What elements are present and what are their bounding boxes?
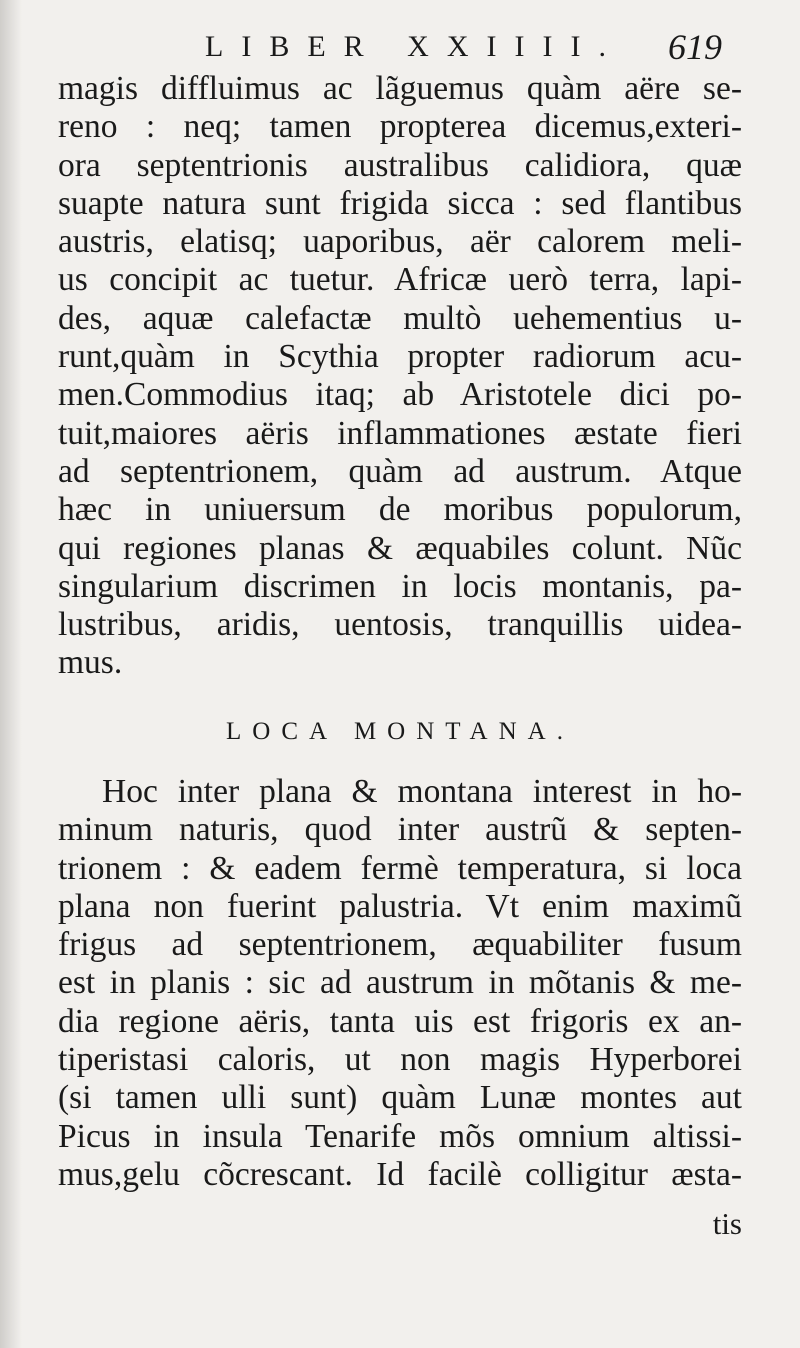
text-line: qui regiones planas & æquabiles colunt. Nũc (58, 529, 742, 567)
text-line: tiperistasi caloris, ut non magis Hyperborei (58, 1041, 742, 1079)
text-line: frigus ad septentrionem, æquabiliter fusum (58, 926, 742, 964)
page-number: 619 (668, 27, 722, 67)
text-line: dia regione aëris, tanta uis est frigoris ex an- (58, 1002, 742, 1040)
running-head: LIBER XXIIII. (205, 30, 624, 63)
text-line: minum naturis, quod inter austrũ & septen- (58, 811, 742, 849)
text-line: mus. (58, 644, 123, 682)
text-line: plana non fuerint palustria. Vt enim maximũ (58, 887, 742, 925)
text-line: men.Commodius itaq; ab Aristotele dici po- (58, 376, 742, 414)
text-line: singularium discrimen in locis montanis, pa- (58, 567, 742, 605)
text-line: us concipit ac tuetur. Africæ uerò terra, lapi- (58, 261, 742, 299)
text-line: suapte natura sunt frigida sicca : sed flantibus (58, 184, 742, 222)
catchword: tis (712, 1206, 742, 1241)
text-line: runt,quàm in Scythia propter radiorum acu- (58, 338, 742, 376)
text-line: des, aquæ calefactæ multò uehementius u- (58, 299, 742, 337)
text-line: ora septentrionis australibus calidiora, quæ (58, 146, 742, 184)
text-line: mus,gelu cõcrescant. Id facilè colligitur æsta- (58, 1155, 742, 1193)
paragraph-1 (58, 70, 742, 683)
page-header (0, 26, 800, 70)
text-line: Picus in insula Tenarife mõs omnium altissi- (58, 1117, 742, 1155)
text-line: Hoc inter plana & montana interest in ho- (102, 773, 742, 810)
page-edge-shadow (0, 0, 22, 1348)
text-line: tuit,maiores aëris inflammationes æstate fieri (58, 414, 742, 452)
section-heading: LOCA MONTANA. (226, 718, 574, 745)
text-line: hæc in uniuersum de moribus populorum, (58, 491, 742, 529)
text-line: austris, elatisq; uaporibus, aër calorem meli- (58, 223, 742, 261)
text-line: est in planis : sic ad austrum in mõtanis & me- (58, 964, 742, 1002)
text-line: trionem : & eadem fermè temperatura, si loca (58, 849, 742, 887)
text-line: ad septentrionem, quàm ad austrum. Atque (58, 452, 742, 490)
text-line: (si tamen ulli sunt) quàm Lunæ montes aut (58, 1079, 742, 1117)
text-line: lustribus, aridis, uentosis, tranquillis uidea- (58, 606, 742, 644)
text-line: reno : neq; tamen propterea dicemus,exteri- (58, 108, 742, 146)
text-line: magis diffluimus ac lãguemus quàm aëre se- (58, 70, 742, 107)
paragraph-2 (58, 773, 742, 1194)
